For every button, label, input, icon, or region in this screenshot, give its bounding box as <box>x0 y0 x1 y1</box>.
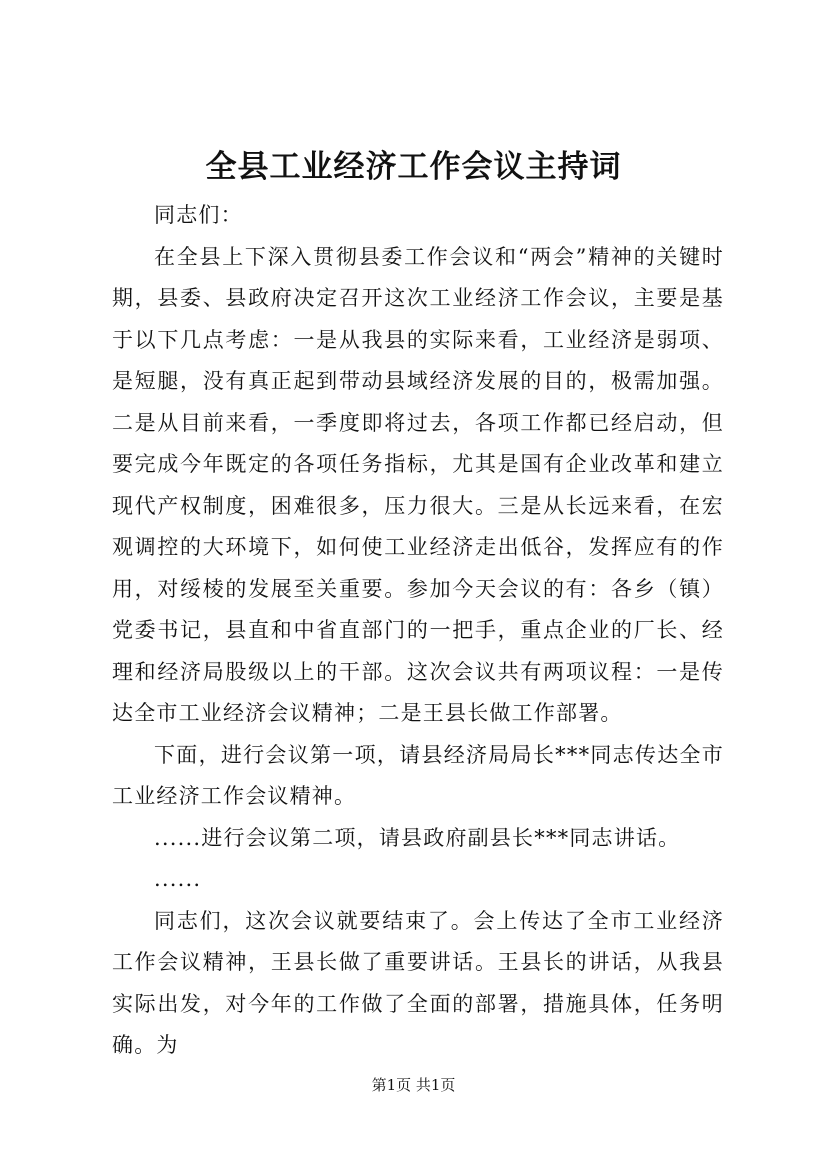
body-paragraph: ......进行会议第二项，请县政府副县长***同志讲话。 <box>154 825 681 850</box>
document-title: 全县工业经济工作会议主持词 <box>205 149 622 185</box>
body-paragraph: 在全县上下深入贯彻县委工作会议和“两会”精神的关键时期，县委、县政府决定召开这次工业经济工作会议，主要是基于以下几点考虑：一是从我县的实际来看，工业经济是弱项、是短腿，没有真正起到带动县域经济发展的目的，极需加强。二是从目前来看，一季度即将过去，各项工作都已经启动，但要完成今年既定的各项任务指标，尤其是国有企业改革和建立现代产权制度，困难很多，压力很大。三是从长远来看，在宏观调控的大环境下，如何使工业经济走出低谷，发挥应有的作用，对绥棱的发展至关重要。参加今天会议的有：各乡（镇）党委书记，县直和中省直部门的一把手，重点企业的厂长、经理和经济局股级以上的干部。这次会议共有两项议程：一是传达全市工业经济会议精神；二是王县长做工作部署。 <box>112 244 724 725</box>
document-body <box>112 195 724 1067</box>
salutation-paragraph: 同志们： <box>154 203 243 227</box>
page-footer <box>0 1075 827 1095</box>
body-paragraph: 下面，进行会议第一项，请县经济局局长***同志传达全市工业经济工作会议精神。 <box>112 742 724 808</box>
page-number-label: 第1页 共1页 <box>371 1076 456 1094</box>
ellipsis-paragraph: ...... <box>154 867 202 891</box>
body-paragraph: 同志们，这次会议就要结束了。会上传达了全市工业经济工作会议精神，王县长做了重要讲话。王县长的讲话，从我县实际出发，对今年的工作做了全面的部署，措施具体，任务明确。为 <box>112 908 724 1057</box>
